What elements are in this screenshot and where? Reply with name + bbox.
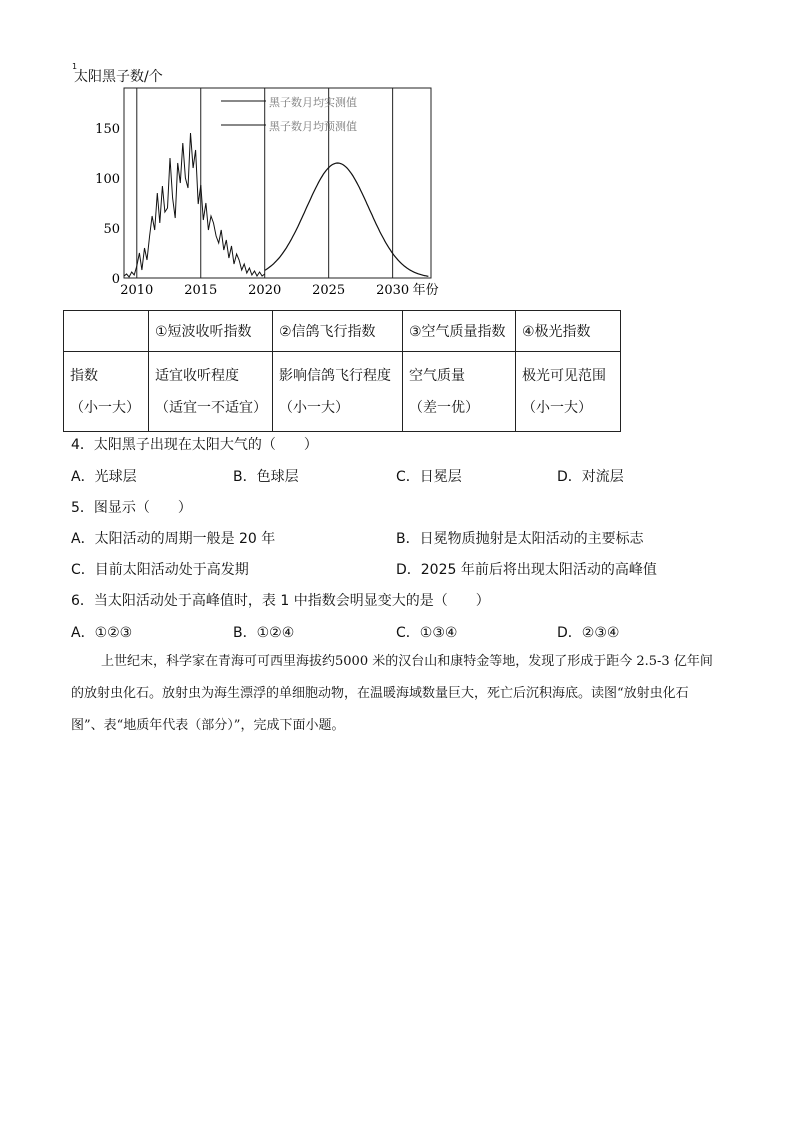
chart-y-title: 太阳黑子数/个 (74, 69, 163, 85)
cell-line1: 空气质量 (409, 368, 465, 384)
y-tick-label: 50 (103, 222, 120, 237)
table-header-air: ③空气质量指数 (403, 311, 516, 352)
cell-line2: （差一优） (409, 400, 479, 416)
question-6-stem: 6．当太阳活动处于高峰值时，表 1 中指数会明显变大的是（ ） (71, 593, 490, 609)
q4-option-a: A．光球层 (71, 469, 137, 485)
q6-option-c: C．①③④ (396, 625, 458, 641)
observed-series-line (124, 133, 265, 277)
passage-text: 上世纪末，科学家在青海可可西里海拔约5000 米的汉台山和康特金等地，发现了形成于距今 2.5-3 亿年间的放射虫化石。放射虫为海生漂浮的单细胞动物，在温暖海域数量巨大，死亡后沉积海底。读图“放射虫化石图”、表“地质年代表（部分）”，完成下面小题。 (71, 654, 713, 733)
cell-line2: （小一大） (522, 400, 592, 416)
table-header-aurora: ④极光指数 (516, 311, 621, 352)
q6-option-b: B．①②④ (233, 625, 295, 641)
table-cell-aurora (516, 352, 621, 432)
table-header-pigeon: ②信鸽飞行指数 (273, 311, 403, 352)
x-tick-label: 2020 (248, 283, 282, 298)
q5-option-d: D．2025 年前后将出现太阳活动的高峰值 (396, 562, 657, 578)
chart-svg (70, 62, 450, 302)
q4-option-b: B．色球层 (233, 469, 299, 485)
table-cell-shortwave (149, 352, 273, 432)
x-tick-label: 2030 (376, 283, 410, 298)
legend-label: 黑子数月均实测值 (269, 96, 357, 109)
table-row-label (64, 352, 149, 432)
legend-label: 黑子数月均预测值 (269, 120, 357, 133)
table-cell-pigeon (273, 352, 403, 432)
table-cell-air (403, 352, 516, 432)
cell-line1: 影响信鸽飞行程度 (279, 368, 391, 384)
q4-option-c: C．日冕层 (396, 469, 462, 485)
corner-mark: 1 (72, 62, 78, 71)
q5-option-c: C．目前太阳活动处于高发期 (71, 562, 249, 578)
cell-line1: 极光可见范围 (522, 368, 606, 384)
x-tick-label: 2025 (312, 283, 346, 298)
index-table (63, 310, 621, 432)
cell-line2: （小一大） (279, 400, 349, 416)
row-label-line2: （小一大） (70, 400, 140, 416)
table-header-empty (64, 311, 149, 352)
q6-option-d: D．②③④ (557, 625, 620, 641)
x-unit-label: 年份 (412, 283, 439, 298)
predicted-series-line (265, 163, 429, 276)
row-label-line1: 指数 (70, 368, 98, 384)
q5-option-b: B．日冕物质抛射是太阳活动的主要标志 (396, 531, 644, 547)
question-5-stem: 5．图显示（ ） (71, 500, 192, 516)
q4-option-d: D．对流层 (557, 469, 624, 485)
y-tick-label: 100 (95, 172, 120, 187)
plot-frame (124, 88, 431, 278)
q6-option-a: A．①②③ (71, 625, 133, 641)
cell-line2: （适宜一不适宜） (155, 400, 267, 416)
q5-option-a: A．太阳活动的周期一般是 20 年 (71, 531, 276, 547)
y-tick-label: 0 (111, 272, 120, 287)
cell-line1: 适宜收听程度 (155, 368, 239, 384)
x-tick-label: 2015 (184, 283, 218, 298)
y-tick-label: 150 (95, 122, 120, 137)
question-4-stem: 4．太阳黑子出现在太阳大气的（ ） (71, 437, 318, 453)
table-header-shortwave: ①短波收听指数 (149, 311, 273, 352)
x-tick-label: 2010 (120, 283, 154, 298)
sunspot-chart (70, 62, 450, 302)
